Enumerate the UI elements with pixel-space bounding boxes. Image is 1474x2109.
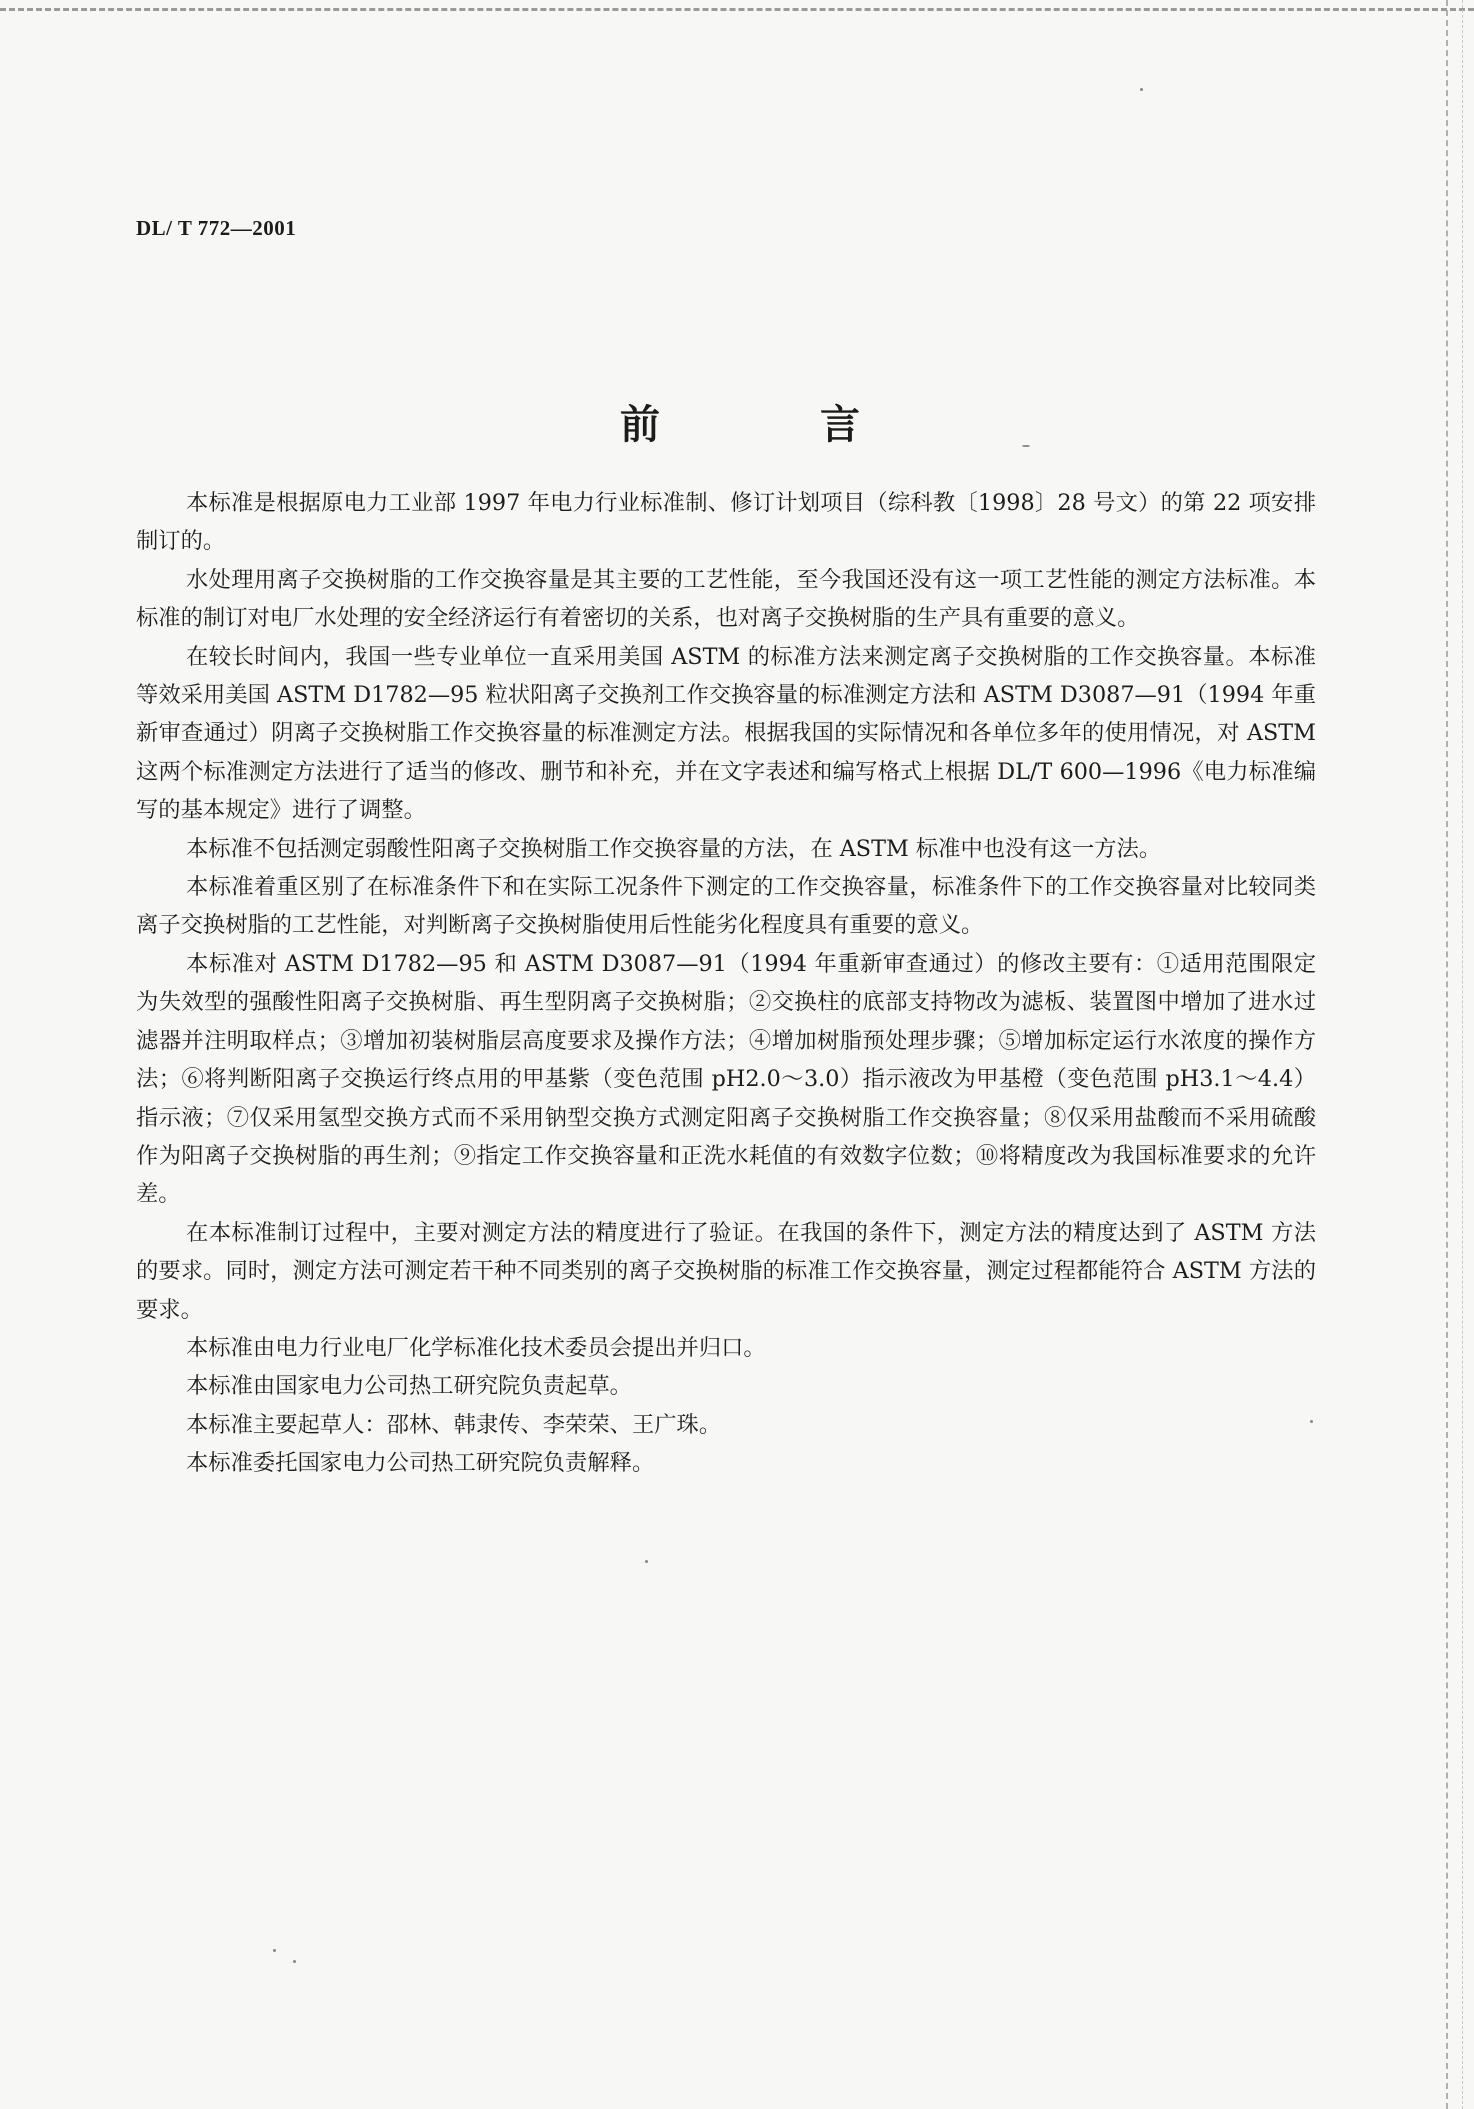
page-top-border — [0, 8, 1474, 11]
paragraph-modifications: 本标准对 ASTM D1782—95 和 ASTM D3087—91（1994 年重新审查通过）的修改主要有：①适用范围限定为失效型的强酸性阳离子交换树脂、再生型阴离子交换树脂；②交换柱的底部支持物改为滤板、装置图中增加了进水过滤器并注明取样点；③增加初装树脂层高度要求及操作方法；④增加树脂预处理步骤；⑤增加标定运行水浓度的操作方法；⑥将判断阳离子交换运行终点用的甲基紫（变色范围 pH2.0～3.0）指示液改为甲基橙（变色范围 pH3.1～4.4）指示液；⑦仅采用氢型交换方式而不采用钠型交换方式测定阳离子交换树脂工作交换容量；⑧仅采用盐酸而不采用硫酸作为阳离子交换树脂的再生剂；⑨指定工作交换容量和正洗水耗值的有效数字位数；⑩将精度改为我国标准要求的允许差。 — [136, 950, 1316, 1208]
document-code: DL/ T 772—2001 — [136, 216, 297, 240]
page-title — [620, 393, 860, 450]
scan-speck — [293, 1960, 296, 1963]
scan-speck — [273, 1949, 276, 1952]
paragraph-scope-exclusion: 本标准不包括测定弱酸性阳离子交换树脂工作交换容量的方法，在 ASTM 标准中也没有这一方法。 — [186, 835, 1162, 862]
scan-speck — [645, 1560, 648, 1563]
attribution-authors: 本标准主要起草人：邵林、韩隶传、李荣荣、王广珠。 — [186, 1411, 722, 1438]
title-char-2: 言 — [820, 401, 860, 448]
paragraph-astm-adoption: 在较长时间内，我国一些专业单位一直采用美国 ASTM 的标准方法来测定离子交换树脂的工作交换容量。本标准等效采用美国 ASTM D1782—95 粒状阳离子交换剂工作交换容量的标准测定方法和 ASTM D3087—91（1994 年重新审查通过）阴离子交换树脂工作交换容量的标准测定方法。根据我国的实际情况和各单位多年的使用情况，对 ASTM 这两个标准测定方法进行了适当的修改、删节和补充，并在文字表述和编写格式上根据 DL/T 600—1996《电力标准编写的基本规定》进行了调整。 — [136, 643, 1316, 824]
document-body — [136, 484, 1316, 1483]
paragraph-basis: 本标准是根据原电力工业部 1997 年电力行业标准制、修订计划项目（综科教〔1998〕28 号文）的第 22 项安排制订的。 — [136, 490, 1316, 555]
attribution-proposer: 本标准由电力行业电厂化学标准化技术委员会提出并归口。 — [186, 1334, 766, 1361]
paragraph-significance: 水处理用离子交换树脂的工作交换容量是其主要的工艺性能，至今我国还没有这一项工艺性能的测定方法标准。本标准的制订对电厂水处理的安全经济运行有着密切的关系，也对离子交换树脂的生产具有重要的意义。 — [136, 566, 1316, 632]
paragraph-conditions: 本标准着重区别了在标准条件下和在实际工况条件下测定的工作交换容量，标准条件下的工作交换容量对比较同类离子交换树脂的工艺性能，对判断离子交换树脂使用后性能劣化程度具有重要的意义。 — [136, 874, 1316, 939]
attribution-drafter: 本标准由国家电力公司热工研究院负责起草。 — [186, 1373, 632, 1400]
attribution-interpreter: 本标准委托国家电力公司热工研究院负责解释。 — [186, 1450, 655, 1477]
title-char-1: 前 — [620, 401, 660, 448]
scan-speck — [1022, 445, 1030, 447]
paragraph-verification: 在本标准制订过程中，主要对测定方法的精度进行了验证。在我国的条件下，测定方法的精度达到了 ASTM 方法的要求。同时，测定方法可测定若干种不同类别的离子交换树脂的标准工作交换容量，测定过程都能符合 ASTM 方法的要求。 — [136, 1219, 1316, 1323]
scan-speck — [1140, 88, 1143, 91]
scan-speck — [1310, 1420, 1313, 1423]
page-right-border-inner — [1462, 0, 1463, 2109]
page-right-border — [1446, 0, 1448, 2109]
